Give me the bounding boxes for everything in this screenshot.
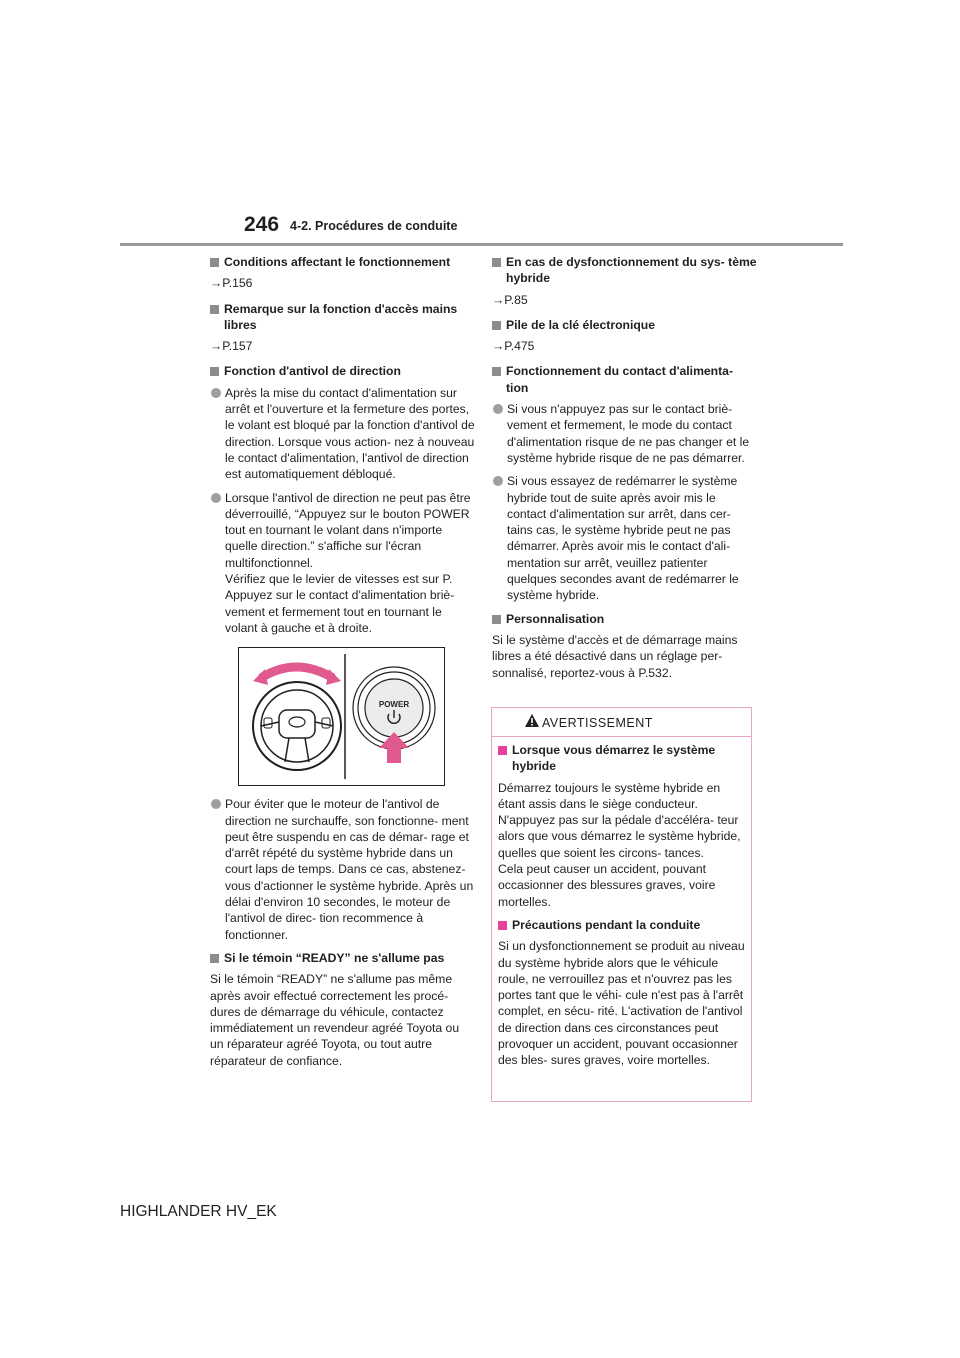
power-button-icon bbox=[353, 667, 435, 763]
square-bullet-icon bbox=[210, 367, 219, 376]
heading-power-switch: Fonctionnement du contact d'alimenta- tion bbox=[492, 363, 758, 396]
right-column bbox=[492, 254, 758, 688]
round-bullet-icon bbox=[211, 388, 221, 398]
square-bullet-icon bbox=[492, 615, 501, 624]
bullet-item: Si vous essayez de redémarrer le système hybride tout de suite après avoir mis le contact d'alimentation sur arrêt, dans cer- tains cas, le système hybride peut ne pas démarrer. Après avoir mis le contact d'ali- mentation sur arrêt, veuillez patienter quelques secondes avant de redémarrer le système hybride. bbox=[492, 473, 758, 603]
warning-header bbox=[492, 708, 751, 737]
bullet-item: Après la mise du contact d'alimentation sur arrêt et l'ouverture et la fermeture des portes, le volant est bloqué par la fonction d'antivol de direction. Lorsque vous action- nez à nouveau le contact d'alimentation, l'antivol de direction est automatiquement débloqué. bbox=[210, 385, 476, 483]
square-bullet-icon bbox=[498, 746, 507, 755]
steering-power-illustration bbox=[238, 647, 445, 786]
heading-conditions: Conditions affectant le fonctionnement bbox=[210, 254, 476, 270]
heading-customization: Personnalisation bbox=[492, 611, 758, 627]
heading-hybrid-malfunction: En cas de dysfonctionnement du sys- tème hybride bbox=[492, 254, 758, 287]
square-bullet-icon bbox=[492, 367, 501, 376]
warning-heading-starting: Lorsque vous démarrez le système hybride bbox=[498, 742, 745, 775]
warning-triangle-icon bbox=[524, 713, 540, 728]
paragraph: Si le témoin “READY” ne s'allume pas même après avoir effectué correctement les procé- dures de démarrage du véhicule, contactez immédiatement un revendeur agréé Toyota ou un réparateur agréé Toyota, ou tout autre réparateur de confiance. bbox=[210, 972, 460, 1068]
bullet-item: Lorsque l'antivol de direction ne peut pas être déverrouillé, “Appuyez sur le bouton POWER tout en tournant le volant dans n'importe quelle direction.” s'affiche sur l'écran multifonctionnel. Vérifiez que le levier de vitesses est sur P. Appuyez sur le contact d'alimentation briè- vement et fermement tout en tournant le volant à gauche et à droite. bbox=[210, 490, 476, 637]
page-reference[interactable]: →P.157 bbox=[210, 339, 253, 354]
bullet-item: Si vous n'appuyez pas sur le contact briè- vement et fermement, le mode du contact d'alimentation risque de ne pas changer et le système hybride risque de ne pas démarrer. bbox=[492, 401, 758, 466]
paragraph: Démarrez toujours le système hybride en étant assis dans le siège conducteur. N'appuyez pas sur la pédale d'accéléra- teur alors que vous démarrez le système hybride, quelles que soient les circons- tances. Cela peut causer un accident, pouvant occasionner des blessures graves, voire mortelles. bbox=[498, 780, 741, 909]
page-number: 246 bbox=[244, 213, 280, 236]
heading-key-battery: Pile de la clé électronique bbox=[492, 317, 758, 333]
square-bullet-icon bbox=[210, 305, 219, 314]
round-bullet-icon bbox=[493, 476, 503, 486]
round-bullet-icon bbox=[493, 404, 503, 414]
square-bullet-icon bbox=[492, 321, 501, 330]
round-bullet-icon bbox=[211, 493, 221, 503]
section-title: 4-2. Procédures de conduite bbox=[290, 219, 458, 233]
paragraph: Si un dysfonctionnement se produit au niveau du système hybride alors que le véhicule roule, ne verrouillez pas et n'ouvrez pas les portes tant que le véhi- cule n'est pas à l'arrêt complet, en sécu- rité. L'activation de l'antivol de direction dans ces circonstances peut provoquer un accident, pouvant occasionner des bles- sures graves, voire mortelles. bbox=[498, 939, 745, 1068]
heading-steering-lock: Fonction d'antivol de direction bbox=[210, 363, 476, 379]
power-label: POWER bbox=[378, 700, 410, 710]
paragraph: Si le système d'accès et de démarrage mains libres a été désactivé dans un réglage per- sonnalisé, reportez-vous à P.532. bbox=[492, 632, 738, 680]
square-bullet-icon bbox=[498, 921, 507, 930]
warning-heading-driving: Précautions pendant la conduite bbox=[498, 917, 745, 933]
square-bullet-icon bbox=[210, 258, 219, 267]
page-reference[interactable]: →P.85 bbox=[492, 292, 528, 307]
warning-box bbox=[491, 707, 752, 1102]
square-bullet-icon bbox=[492, 258, 501, 267]
square-bullet-icon bbox=[210, 954, 219, 963]
page-reference[interactable]: →P.475 bbox=[492, 339, 535, 354]
heading-hands-free: Remarque sur la fonction d'accès mains libres bbox=[210, 301, 476, 334]
heading-ready-indicator: Si le témoin “READY” ne s'allume pas bbox=[210, 950, 476, 966]
left-column bbox=[210, 254, 476, 1076]
bullet-item: Pour éviter que le moteur de l'antivol de direction ne surchauffe, son fonctionne- ment peut être suspendu en cas de démar- rage et d'arrêt répété du système hybride dans un court laps de temps. Dans ce cas, abstenez-vous d'actionner le système hybride. Après un délai d'environ 10 secondes, le moteur de l'antivol de direc- tion recommence à fonctionner. bbox=[210, 796, 476, 943]
warning-title: AVERTISSEMENT bbox=[542, 716, 653, 730]
round-bullet-icon bbox=[211, 799, 221, 809]
header-divider bbox=[120, 243, 843, 246]
steering-wheel-icon bbox=[253, 667, 341, 770]
footer-model: HIGHLANDER HV_EK bbox=[120, 1203, 277, 1220]
page-reference[interactable]: →P.156 bbox=[210, 276, 253, 291]
